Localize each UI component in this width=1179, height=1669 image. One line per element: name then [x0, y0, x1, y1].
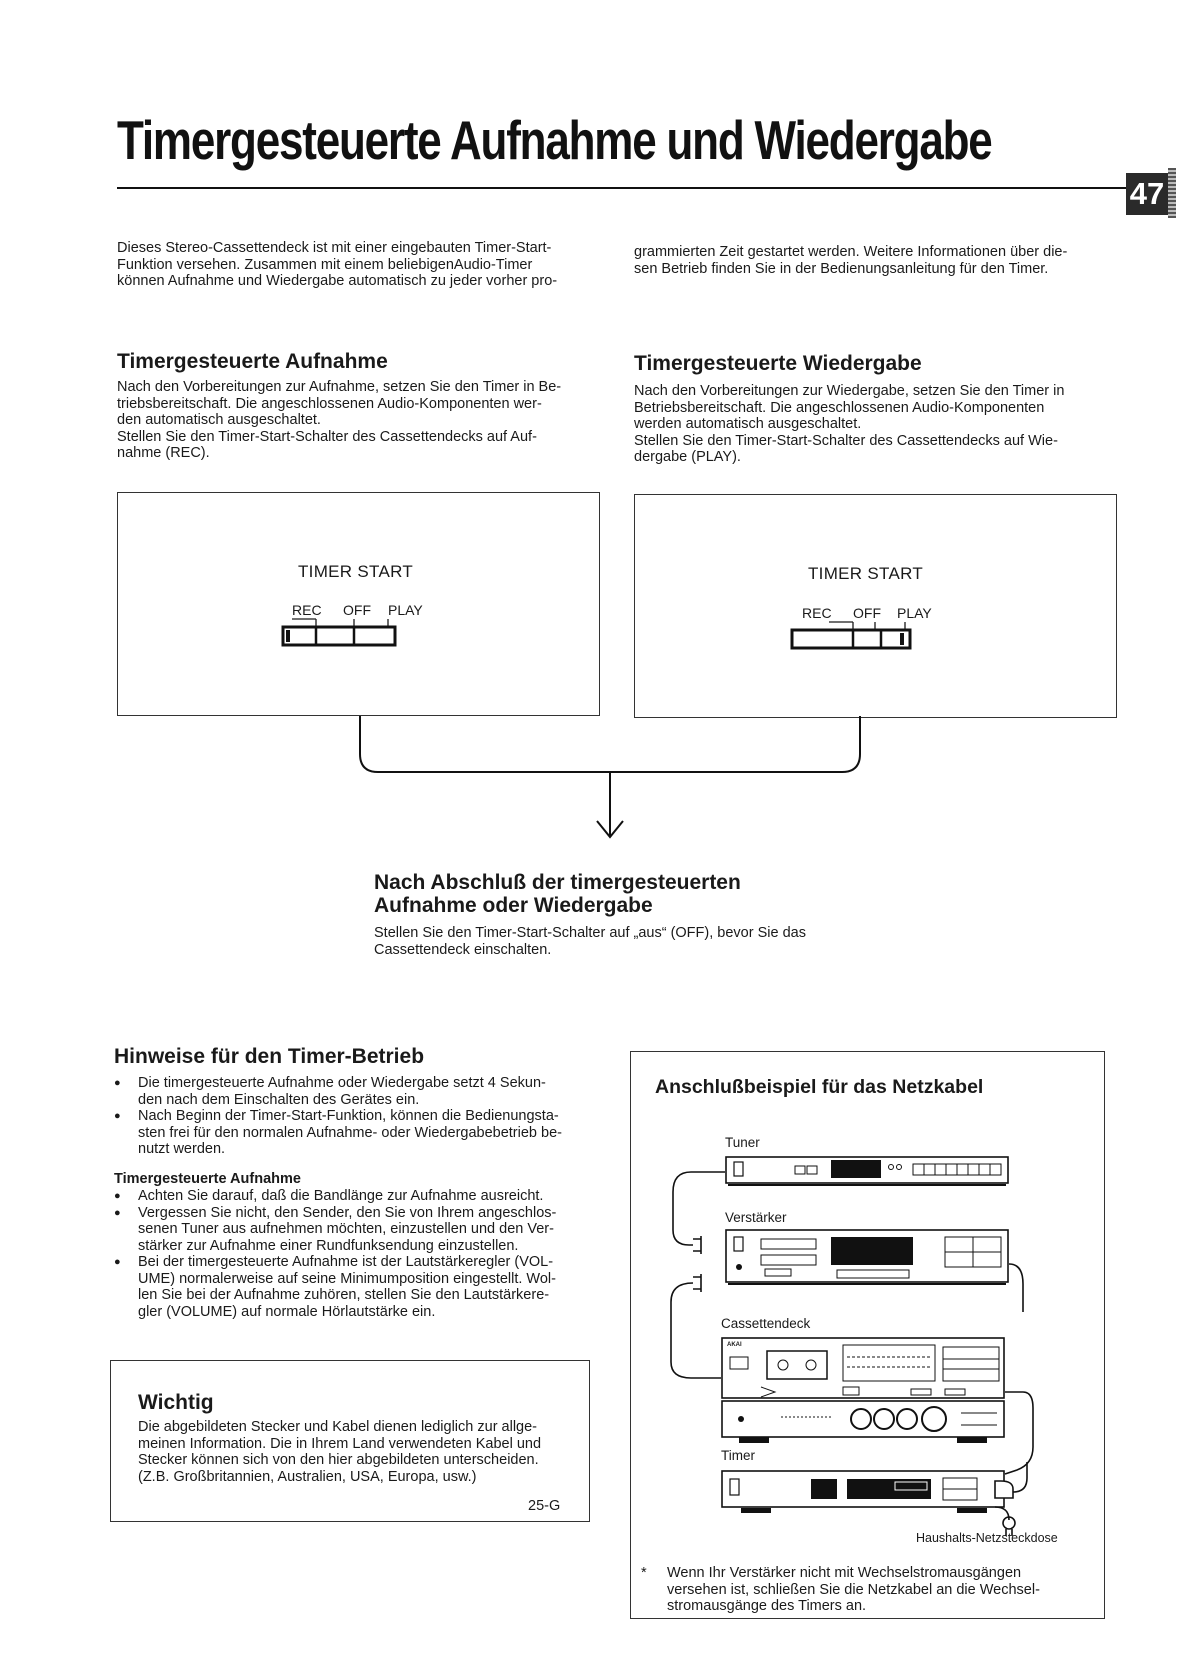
list-item-line: UME) normalerweise auf seine Minimumposition eingestellt. Wol-: [138, 1270, 556, 1287]
list-item-line: ● Die timergesteuerte Aufnahme oder Wiedergabe setzt 4 Sekun-: [138, 1075, 546, 1091]
switch-rec-label: REC: [292, 602, 322, 618]
recording-text: [117, 379, 607, 462]
after-heading: [374, 871, 741, 917]
list-item-line: ● Bei der timergesteuerte Aufnahme ist der Lautstärkeregler (VOL-: [138, 1254, 554, 1270]
list-item-line: ● Achten Sie darauf, daß die Bandlänge zur Aufnahme ausreicht.: [138, 1188, 544, 1204]
list-item-line: den nach dem Einschalten des Gerätes ein.: [138, 1091, 420, 1108]
recording-line: Nach den Vorbereitungen zur Aufnahme, setzen Sie den Timer in Be-: [117, 379, 562, 395]
timer-label: Timer: [721, 1448, 755, 1463]
title-rule: [117, 187, 1127, 189]
important-line: Die abgebildeten Stecker und Kabel dienen lediglich zur allge-: [138, 1419, 538, 1435]
page-tab-strip: [1168, 168, 1176, 218]
after-text: [374, 925, 874, 958]
intro-left-line: Funktion versehen. Zusammen mit einem beliebigenAudio-Timer: [117, 256, 533, 273]
list-item-line: senen Tuner aus aufnehmen möchten, einzustellen und den Ver-: [138, 1221, 554, 1237]
playback-line: dergabe (PLAY).: [634, 449, 741, 465]
playback-line: Stellen Sie den Timer-Start-Schalter des Cassettendecks auf Wie-: [634, 432, 1058, 449]
connection-note-line: versehen ist, schließen Sie die Netzkabel an die Wechsel-: [667, 1581, 1040, 1598]
switch-play-label: PLAY: [897, 605, 932, 621]
notes-subheading: Timergesteuerte Aufnahme: [114, 1171, 301, 1187]
timer-start-switch-play: [787, 620, 947, 652]
after-heading-line: Aufnahme oder Wiedergabe: [374, 894, 653, 917]
list-item: [112, 1075, 602, 1108]
timer-start-rec-panel: [117, 492, 600, 716]
deck-brand: AKAI: [727, 1342, 742, 1348]
page-code: 25-G: [528, 1498, 561, 1514]
page-title: Timergesteuerte Aufnahme und Wiedergabe: [117, 109, 992, 171]
recording-line: triebsbereitschaft. Die angeschlossenen Audio-Komponenten wer-: [117, 395, 542, 412]
recording-heading: Timergesteuerte Aufnahme: [117, 350, 388, 373]
intro-left: [117, 240, 607, 290]
recording-line: den automatisch ausgeschaltet.: [117, 412, 321, 428]
list-item-line: stärker zur Aufnahme einer Rundfunksendung einzustellen.: [138, 1237, 519, 1254]
timer-start-label: TIMER START: [298, 562, 414, 581]
after-heading-line: Nach Abschluß der timergesteuerten: [374, 871, 741, 894]
tuner-label: Tuner: [725, 1135, 760, 1150]
notes-recording-list: [112, 1188, 602, 1320]
notes-heading: Hinweise für den Timer-Betrieb: [114, 1045, 425, 1068]
flow-connector-arrow: [350, 714, 880, 844]
connection-note-line: stromausgänge des Timers an.: [667, 1598, 867, 1614]
outlet-label: Haushalts-Netzsteckdose: [916, 1531, 1058, 1545]
playback-text: [634, 383, 1134, 466]
list-item: [112, 1254, 602, 1320]
connection-example-box: [630, 1051, 1105, 1619]
intro-right: [634, 244, 1134, 277]
after-line: Stellen Sie den Timer-Start-Schalter auf „aus“ (OFF), bevor Sie das: [374, 925, 806, 941]
connection-heading: Anschlußbeispiel für das Netzkabel: [655, 1076, 984, 1098]
timer-start-label: TIMER START: [808, 564, 924, 583]
list-item-line: ● Vergessen Sie nicht, den Sender, den Sie von Ihrem angeschlos-: [138, 1204, 557, 1221]
list-item: [112, 1205, 602, 1255]
recording-line: Stellen Sie den Timer-Start-Schalter des Cassettendecks auf Auf-: [117, 428, 537, 445]
important-text: [138, 1419, 578, 1485]
intro-right-line: grammierten Zeit gestartet werden. Weitere Informationen über die-: [634, 244, 1068, 260]
playback-line: werden automatisch ausgeschaltet.: [634, 416, 862, 432]
switch-play-label: PLAY: [388, 602, 423, 618]
intro-left-line: können Aufnahme und Wiedergabe automatisch zu jeder vorher pro-: [117, 273, 558, 289]
playback-line: Nach den Vorbereitungen zur Wiedergabe, setzen Sie den Timer in: [634, 383, 1065, 399]
notes-general-list: [112, 1075, 602, 1158]
important-line: meinen Information. Die in Ihrem Land verwendeten Kabel und: [138, 1435, 542, 1452]
deck-label: Cassettendeck: [721, 1316, 811, 1331]
list-item-line: nutzt werden.: [138, 1141, 226, 1157]
power-cables: [631, 1052, 1104, 1552]
important-box: [110, 1360, 590, 1522]
important-heading: Wichtig: [138, 1391, 214, 1414]
recording-line: nahme (REC).: [117, 445, 210, 461]
switch-off-label: OFF: [343, 602, 371, 618]
intro-right-line: sen Betrieb finden Sie in der Bedienungsanleitung für den Timer.: [634, 260, 1049, 277]
after-line: Cassettendeck einschalten.: [374, 941, 552, 958]
list-item-line: gler (VOLUME) auf normale Hörlautstärke ein.: [138, 1303, 436, 1320]
list-item: [112, 1188, 602, 1205]
timer-start-switch-rec: [278, 617, 438, 649]
page-number: 47: [1126, 173, 1168, 215]
switch-off-label: OFF: [853, 605, 881, 621]
timer-start-play-panel: [634, 494, 1117, 718]
important-line: Stecker können sich von den hier abgebildeten unterscheiden.: [138, 1452, 539, 1468]
list-item-line: ● Nach Beginn der Timer-Start-Funktion, können die Bedienungsta-: [138, 1108, 559, 1124]
switch-rec-label: REC: [802, 605, 832, 621]
playback-heading: Timergesteuerte Wiedergabe: [634, 352, 922, 375]
important-line: (Z.B. Großbritannien, Australien, USA, Europa, usw.): [138, 1468, 477, 1485]
footnote-star: *: [641, 1565, 647, 1581]
list-item: [112, 1108, 602, 1158]
intro-left-line: Dieses Stereo-Cassettendeck ist mit einer eingebauten Timer-Start-: [117, 240, 552, 256]
playback-line: Betriebsbereitschaft. Die angeschlossenen Audio-Komponenten: [634, 399, 1045, 416]
amplifier-label: Verstärker: [725, 1210, 787, 1225]
list-item-line: sten frei für den normalen Aufnahme- oder Wiedergabebetrieb be-: [138, 1124, 562, 1141]
connection-note: [667, 1565, 1092, 1615]
list-item-line: len Sie bei der Aufnahme zuhören, stellen Sie den Lautstärkere-: [138, 1287, 550, 1303]
connection-note-line: Wenn Ihr Verstärker nicht mit Wechselstromausgängen: [667, 1565, 1022, 1581]
